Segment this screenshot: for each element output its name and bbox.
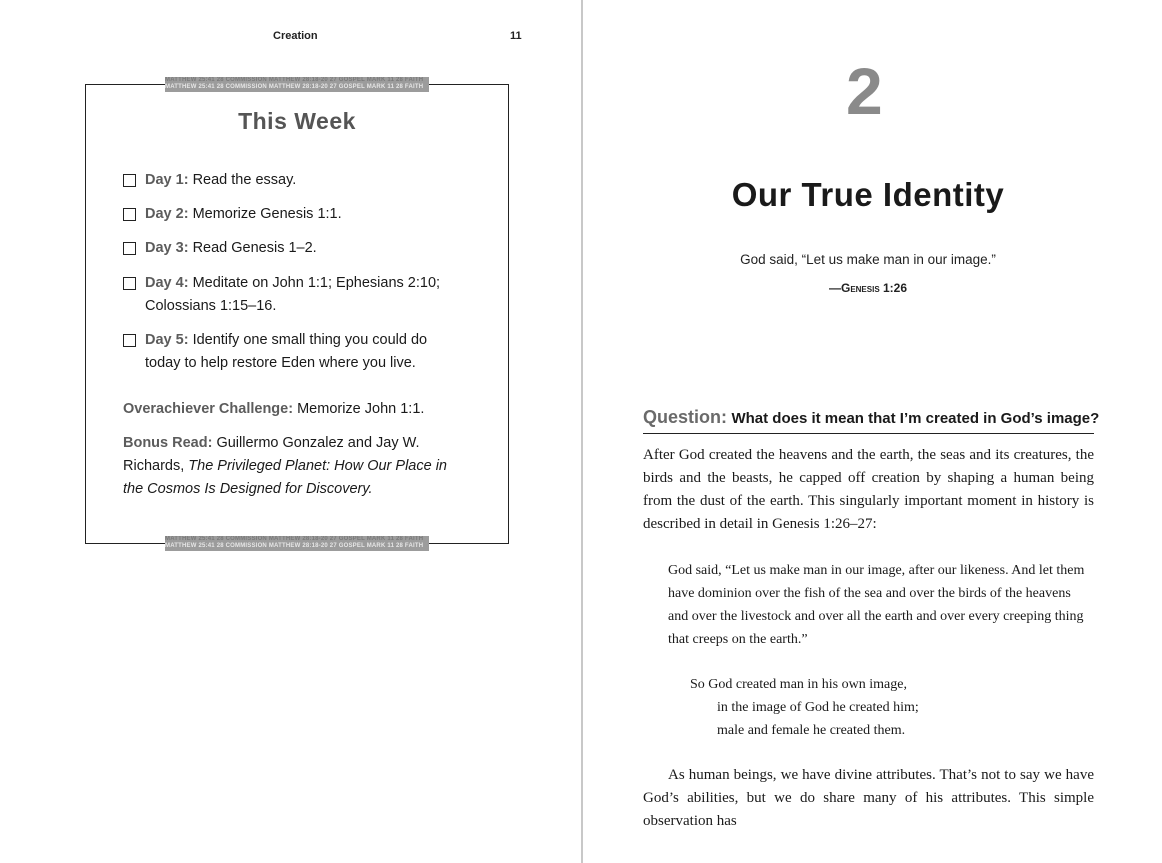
- bonus-label: Bonus Read:: [123, 435, 213, 451]
- band-text-top: MATTHEW 25:41 28 COMMISSION MATTHEW 28:18-20 27 GOSPEL MARK 11 28 FAITH: [165, 77, 424, 83]
- poem-line-2: in the image of God he created him;: [717, 700, 919, 715]
- checkbox-icon[interactable]: [123, 208, 136, 221]
- page-number: 11: [510, 30, 522, 42]
- box-title: This Week: [238, 108, 356, 134]
- task-day-4: [123, 272, 445, 318]
- scripture-quote: God said, “Let us make man in our image, after our likeness. And let them have dominion over the fish of the sea and over the birds of the heavens and over the livestock and over all the earth and over every creeping thing that creeps on the earth.”: [668, 563, 1085, 647]
- checkbox-icon[interactable]: [123, 334, 136, 347]
- body-paragraph-2: As human beings, we have divine attributes. That’s not to say we have God’s abilities, but we do share many of his attributes. This simple observation has: [643, 767, 1094, 829]
- challenge-label: Overachiever Challenge:: [123, 401, 294, 417]
- task-day-1: [123, 169, 445, 192]
- question-text: What does it mean that I’m created in God’s image?: [731, 410, 1100, 427]
- chapter-title: Our True Identity: [731, 176, 1005, 213]
- poem-line-1: So God created man in his own image,: [690, 677, 907, 692]
- checkbox-icon[interactable]: [123, 174, 136, 187]
- task-text: Meditate on John 1:1; Ephesians 2:10; Colossians 1:15–16.: [145, 275, 441, 314]
- task-text: Identify one small thing you could do today to help restore Eden where you live.: [145, 332, 428, 371]
- task-text: Read the essay.: [192, 172, 297, 188]
- body-paragraph-1: After God created the heavens and the earth, the seas and its creatures, the birds and the beasts, he capped off creation by shaping a human being from the dust of the earth. This singularly important moment in history is described in detail in Genesis 1:26–27:: [643, 447, 1094, 532]
- challenge-text: Memorize John 1:1.: [297, 401, 425, 417]
- band-text-bottom-2: MATTHEW 25:41 28 COMMISSION MATTHEW 28:18-20 27 GOSPEL MARK 11 28 FAITH: [165, 543, 424, 549]
- question-heading: [643, 407, 1100, 434]
- task-day-3: [123, 237, 445, 260]
- task-day-2: [123, 203, 445, 226]
- decorative-band-bottom: [165, 536, 429, 551]
- task-label: Day 4:: [145, 275, 189, 291]
- epigraph-reference: —Genesis 1:26: [828, 281, 908, 295]
- overachiever-challenge: [123, 398, 453, 421]
- epigraph: God said, “Let us make man in our image.”: [740, 252, 996, 267]
- task-label: Day 2:: [145, 206, 189, 222]
- chapter-number: 2: [846, 54, 881, 128]
- bonus-read: [123, 432, 453, 501]
- task-label: Day 1:: [145, 172, 189, 188]
- question-label: Question:: [643, 407, 727, 427]
- band-text-top-2: MATTHEW 25:41 28 COMMISSION MATTHEW 28:18-20 27 GOSPEL MARK 11 28 FAITH: [165, 84, 424, 90]
- bonus-book-title: The Privileged Planet: How Our Place in the Cosmos Is Designed for Discovery.: [123, 458, 447, 497]
- decorative-band-top: [165, 77, 429, 92]
- task-label: Day 3:: [145, 240, 189, 256]
- poem-line-3: male and female he created them.: [717, 723, 906, 738]
- checkbox-icon[interactable]: [123, 242, 136, 255]
- task-text: Read Genesis 1–2.: [192, 240, 317, 256]
- task-day-5: [123, 329, 445, 375]
- task-label: Day 5:: [145, 332, 189, 348]
- checkbox-icon[interactable]: [123, 277, 136, 290]
- band-text-bottom: MATTHEW 25:41 28 COMMISSION MATTHEW 28:18-20 27 GOSPEL MARK 11 28 FAITH: [165, 536, 424, 542]
- bonus-text: Guillermo Gonzalez and Jay W. Richards,: [123, 435, 420, 474]
- task-text: Memorize Genesis 1:1.: [192, 206, 342, 222]
- running-head-title: Creation: [273, 30, 318, 42]
